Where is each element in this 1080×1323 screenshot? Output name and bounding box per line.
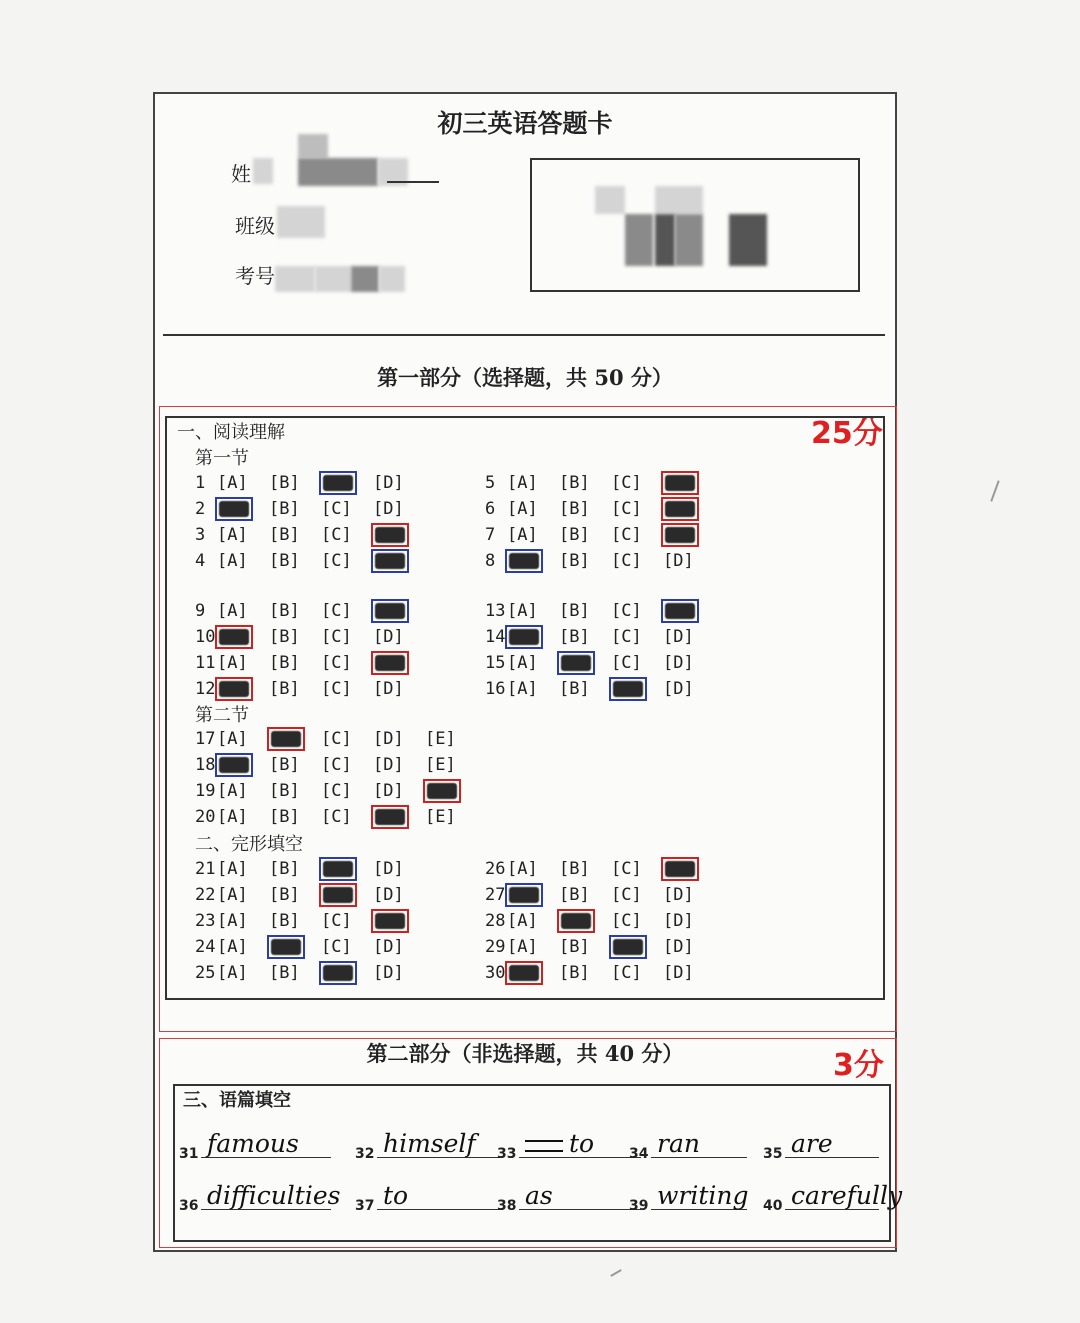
option-bubble-a[interactable]: [A] [217,781,248,801]
option-bubble-c[interactable]: [C] [611,911,642,931]
filled-bubble-a[interactable] [507,960,538,986]
question-row [195,908,475,934]
part1-title: 第一部分（选择题，共 50 分） [377,365,673,390]
blank-number: 36 [179,1198,199,1214]
question-row [485,548,765,574]
section2-label: 第二节 [195,705,249,726]
question-row [485,624,765,650]
handwritten-answer: to [383,1181,409,1210]
question-row [485,676,765,702]
section1-label: 第一节 [195,448,249,469]
option-bubble-d[interactable]: [D] [663,551,694,571]
question-number: 18 [195,755,216,775]
option-bubble-c[interactable]: [C] [611,885,642,905]
question-number: 8 [485,551,496,571]
filled-bubble-a[interactable] [507,624,538,650]
option-bubble-a[interactable]: [A] [217,653,248,673]
question-row [195,752,475,778]
option-bubble-a[interactable]: [A] [217,473,248,493]
redacted-exam-info [595,186,625,214]
option-bubble-b[interactable]: [B] [269,781,300,801]
option-bubble-b[interactable]: [B] [559,859,590,879]
question-row [195,778,475,804]
question-number: 16 [485,679,506,699]
question-number: 1 [195,473,206,493]
question-number: 9 [195,601,206,621]
filled-bubble-d[interactable] [373,804,404,830]
question-row [195,882,475,908]
cloze-title: 二、完形填空 [195,834,303,855]
question-number: 13 [485,601,506,621]
handwritten-answer: are [791,1129,833,1158]
filled-bubble-e[interactable] [425,778,456,804]
fill-title: 三、语篇填空 [183,1090,291,1111]
option-bubble-a[interactable]: [A] [507,911,538,931]
filled-bubble-a[interactable] [507,548,538,574]
option-bubble-a[interactable]: [A] [507,473,538,493]
option-bubble-a[interactable]: [A] [217,729,248,749]
blank-number: 37 [355,1198,375,1214]
option-bubble-e[interactable]: [E] [425,755,456,775]
question-row [195,496,475,522]
question-number: 25 [195,963,216,983]
question-number: 24 [195,937,216,957]
option-bubble-d[interactable]: [D] [373,755,404,775]
option-bubble-b[interactable]: [B] [559,473,590,493]
question-number: 27 [485,885,506,905]
fill-blank[interactable] [355,1124,507,1164]
option-bubble-b[interactable]: [B] [269,551,300,571]
filled-bubble-c[interactable] [321,470,352,496]
question-row [195,522,475,548]
option-bubble-b[interactable]: [B] [269,807,300,827]
fill-blank[interactable] [355,1176,507,1216]
option-bubble-a[interactable]: [A] [217,859,248,879]
option-bubble-a[interactable]: [A] [217,911,248,931]
option-bubble-d[interactable]: [D] [373,627,404,647]
question-number: 29 [485,937,506,957]
option-bubble-b[interactable]: [B] [559,525,590,545]
question-number: 4 [195,551,206,571]
option-bubble-b[interactable]: [B] [269,859,300,879]
fill-blank[interactable] [629,1124,751,1164]
question-number: 10 [195,627,216,647]
filled-bubble-c[interactable] [611,934,642,960]
option-bubble-b[interactable]: [B] [269,601,300,621]
option-bubble-c[interactable]: [C] [611,627,642,647]
question-row [485,470,765,496]
filled-bubble-a[interactable] [217,496,248,522]
question-number: 15 [485,653,506,673]
filled-bubble-d[interactable] [663,856,694,882]
option-bubble-a[interactable]: [A] [507,859,538,879]
option-bubble-b[interactable]: [B] [269,755,300,775]
option-bubble-e[interactable]: [E] [425,807,456,827]
option-bubble-b[interactable]: [B] [269,911,300,931]
question-number: 28 [485,911,506,931]
option-bubble-b[interactable]: [B] [559,937,590,957]
blank-number: 40 [763,1198,783,1214]
option-bubble-b[interactable]: [B] [269,525,300,545]
option-bubble-a[interactable]: [A] [507,679,538,699]
question-number: 12 [195,679,216,699]
exam-no-label: 考号 [235,264,275,288]
option-bubble-c[interactable]: [C] [321,525,352,545]
option-bubble-d[interactable]: [D] [663,627,694,647]
fill-blank[interactable] [179,1124,335,1164]
option-bubble-a[interactable]: [A] [217,807,248,827]
name-underline [387,181,439,183]
question-row [485,882,765,908]
handwritten-answer: carefully [791,1181,903,1210]
name-label: 姓 [231,162,251,186]
filled-bubble-b[interactable] [269,726,300,752]
question-row [195,804,475,830]
filled-bubble-d[interactable] [373,650,404,676]
option-bubble-c[interactable]: [C] [611,963,642,983]
question-row [485,908,765,934]
option-bubble-a[interactable]: [A] [217,963,248,983]
scan-mark [610,1269,621,1277]
question-row [485,522,765,548]
option-bubble-c[interactable]: [C] [611,525,642,545]
blank-number: 32 [355,1146,375,1162]
option-bubble-a[interactable]: [A] [507,937,538,957]
filled-bubble-d[interactable] [663,522,694,548]
option-bubble-d[interactable]: [D] [663,963,694,983]
question-row [195,470,475,496]
question-row [195,598,475,624]
question-number: 20 [195,807,216,827]
filled-bubble-a[interactable] [217,752,248,778]
blank-number: 31 [179,1146,199,1162]
question-row [485,598,765,624]
option-bubble-a[interactable]: [A] [217,601,248,621]
filled-bubble-d[interactable] [373,548,404,574]
fill-blank[interactable] [497,1176,645,1216]
blank-number: 33 [497,1146,517,1162]
question-number: 23 [195,911,216,931]
option-bubble-b[interactable]: [B] [559,499,590,519]
option-bubble-a[interactable]: [A] [217,525,248,545]
question-row [195,650,475,676]
question-number: 5 [485,473,496,493]
filled-bubble-d[interactable] [663,598,694,624]
option-bubble-d[interactable]: [D] [373,963,404,983]
option-bubble-c[interactable]: [C] [321,937,352,957]
question-row [485,496,765,522]
option-bubble-c[interactable]: [C] [321,601,352,621]
question-row [195,726,475,752]
question-number: 3 [195,525,206,545]
option-bubble-b[interactable]: [B] [269,499,300,519]
option-bubble-d[interactable]: [D] [663,679,694,699]
redacted-class [277,206,325,238]
option-bubble-c[interactable]: [C] [321,499,352,519]
option-bubble-b[interactable]: [B] [559,551,590,571]
struck-out-word [525,1140,563,1152]
option-bubble-a[interactable]: [A] [507,653,538,673]
option-bubble-c[interactable]: [C] [321,729,352,749]
option-bubble-d[interactable]: [D] [373,781,404,801]
answer-sheet [153,92,903,1252]
option-bubble-c[interactable]: [C] [321,755,352,775]
option-bubble-e[interactable]: [E] [425,729,456,749]
filled-bubble-c[interactable] [321,960,352,986]
question-row [485,650,765,676]
question-number: 17 [195,729,216,749]
question-row [485,856,765,882]
question-number: 14 [485,627,506,647]
option-bubble-c[interactable]: [C] [321,627,352,647]
filled-bubble-c[interactable] [321,856,352,882]
option-bubble-d[interactable]: [D] [663,937,694,957]
redacted-name [253,158,273,184]
option-bubble-b[interactable]: [B] [559,679,590,699]
question-number: 22 [195,885,216,905]
option-bubble-c[interactable]: [C] [611,499,642,519]
filled-bubble-a[interactable] [507,882,538,908]
question-row [485,960,765,986]
question-row [195,676,475,702]
question-number: 21 [195,859,216,879]
part2-title: 第二部分（非选择题，共 40 分） [366,1041,684,1066]
option-bubble-d[interactable]: [D] [373,499,404,519]
question-row [195,934,475,960]
option-bubble-a[interactable]: [A] [217,937,248,957]
option-bubble-c[interactable]: [C] [321,807,352,827]
filled-bubble-d[interactable] [373,598,404,624]
option-bubble-d[interactable]: [D] [373,729,404,749]
blank-number: 39 [629,1198,649,1214]
question-number: 19 [195,781,216,801]
handwritten-answer: difficulties [207,1181,341,1210]
option-bubble-d[interactable]: [D] [373,679,404,699]
filled-bubble-d[interactable] [663,496,694,522]
question-row [195,960,475,986]
option-bubble-c[interactable]: [C] [611,859,642,879]
class-label: 班级 [235,214,275,238]
part2-score: 3分 [833,1048,884,1083]
handwritten-answer: as [525,1181,553,1210]
redacted-exam-no [275,266,315,292]
fill-blank[interactable] [763,1124,883,1164]
option-bubble-b[interactable]: [B] [269,627,300,647]
question-row [195,548,475,574]
fill-blank[interactable] [497,1124,645,1164]
option-bubble-b[interactable]: [B] [269,963,300,983]
question-number: 6 [485,499,496,519]
handwritten-answer: writing [657,1181,749,1210]
option-bubble-a[interactable]: [A] [217,885,248,905]
fill-blank[interactable] [763,1176,903,1216]
option-bubble-c[interactable]: [C] [611,473,642,493]
option-bubble-b[interactable]: [B] [559,627,590,647]
filled-bubble-c[interactable] [321,882,352,908]
option-bubble-b[interactable]: [B] [559,885,590,905]
option-bubble-b[interactable]: [B] [269,885,300,905]
option-bubble-c[interactable]: [C] [321,551,352,571]
option-bubble-d[interactable]: [D] [373,859,404,879]
handwritten-answer: to [525,1129,594,1158]
filled-bubble-d[interactable] [373,522,404,548]
option-bubble-b[interactable]: [B] [269,679,300,699]
filled-bubble-b[interactable] [559,908,590,934]
option-bubble-c[interactable]: [C] [611,551,642,571]
question-number: 30 [485,963,506,983]
question-number: 7 [485,525,496,545]
option-bubble-d[interactable]: [D] [663,911,694,931]
blank-number: 34 [629,1146,649,1162]
option-bubble-b[interactable]: [B] [269,653,300,673]
filled-bubble-d[interactable] [663,470,694,496]
filled-bubble-c[interactable] [611,676,642,702]
option-bubble-c[interactable]: [C] [321,679,352,699]
option-bubble-d[interactable]: [D] [373,473,404,493]
option-bubble-b[interactable]: [B] [559,601,590,621]
filled-bubble-d[interactable] [373,908,404,934]
option-bubble-c[interactable]: [C] [611,601,642,621]
option-bubble-c[interactable]: [C] [321,911,352,931]
question-row [195,856,475,882]
handwritten-answer: ran [657,1129,700,1158]
handwritten-answer: famous [207,1129,299,1158]
part1-score: 25分 [811,416,883,451]
option-bubble-a[interactable]: [A] [217,551,248,571]
option-bubble-d[interactable]: [D] [663,885,694,905]
blank-number: 35 [763,1146,783,1162]
handwritten-answer: himself [383,1129,476,1158]
option-bubble-d[interactable]: [D] [373,885,404,905]
option-bubble-a[interactable]: [A] [507,601,538,621]
option-bubble-b[interactable]: [B] [559,963,590,983]
filled-bubble-a[interactable] [217,676,248,702]
question-row [195,624,475,650]
reading-title: 一、阅读理解 [177,422,285,443]
option-bubble-a[interactable]: [A] [507,499,538,519]
option-bubble-c[interactable]: [C] [611,653,642,673]
blank-number: 38 [497,1198,517,1214]
question-row [485,934,765,960]
scan-mark [990,480,999,501]
fill-blank[interactable] [179,1176,341,1216]
option-bubble-c[interactable]: [C] [321,653,352,673]
option-bubble-d[interactable]: [D] [373,937,404,957]
option-bubble-b[interactable]: [B] [269,473,300,493]
option-bubble-c[interactable]: [C] [321,781,352,801]
option-bubble-d[interactable]: [D] [663,653,694,673]
header-divider [163,334,885,336]
sheet-title: 初三英语答题卡 [437,109,613,138]
filled-bubble-b[interactable] [269,934,300,960]
option-bubble-a[interactable]: [A] [507,525,538,545]
fill-blank[interactable] [629,1176,751,1216]
question-number: 26 [485,859,506,879]
filled-bubble-b[interactable] [559,650,590,676]
filled-bubble-a[interactable] [217,624,248,650]
question-number: 2 [195,499,206,519]
question-number: 11 [195,653,216,673]
